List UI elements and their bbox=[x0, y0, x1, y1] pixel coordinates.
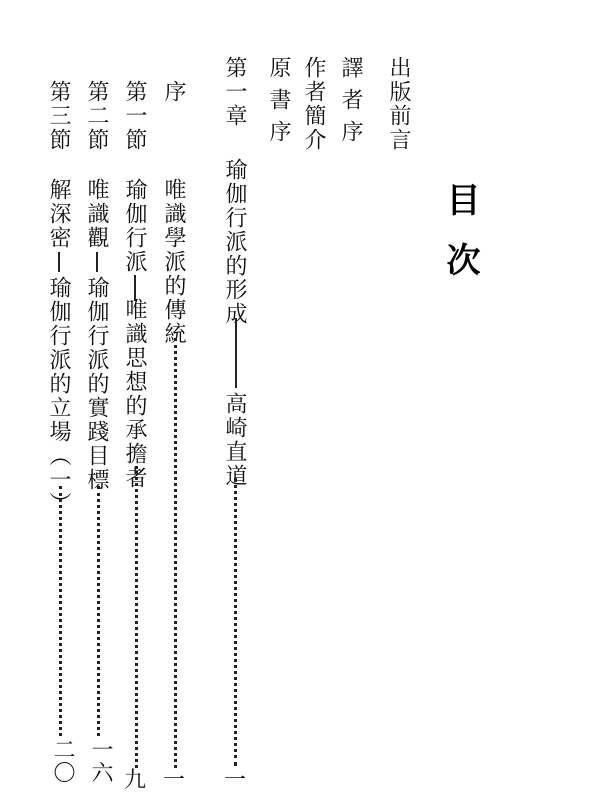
section3-title-b[interactable]: 瑜伽行派的立場（一） bbox=[46, 276, 71, 516]
toc-title: 目次 bbox=[440, 182, 480, 302]
toc-item-author-intro[interactable]: 作者簡介 bbox=[301, 56, 326, 152]
section1-label: 第一節 bbox=[122, 80, 147, 152]
preface-leader-dots bbox=[174, 338, 177, 768]
section2-dash bbox=[96, 252, 98, 272]
section3-page: 二〇 bbox=[50, 738, 75, 784]
section3-label: 第三節 bbox=[46, 80, 71, 152]
section3-dash bbox=[58, 252, 60, 272]
chapter1-author: 高崎直道 bbox=[222, 392, 247, 488]
chapter1-title[interactable]: 瑜伽行派的形成 bbox=[222, 158, 247, 326]
toc-item-original-preface[interactable]: 原書序 bbox=[266, 56, 291, 152]
section1-title-b[interactable]: 唯識思想的承擔者 bbox=[122, 298, 147, 490]
section3-leader-dots bbox=[59, 486, 62, 736]
preface-title[interactable]: 唯識學派的傳統 bbox=[161, 178, 186, 346]
section2-title-b[interactable]: 瑜伽行派的實踐目標 bbox=[84, 276, 109, 492]
section2-label: 第二節 bbox=[84, 80, 109, 152]
chapter1-dash bbox=[235, 318, 237, 388]
chapter1-leader-dots bbox=[234, 478, 237, 766]
section1-title-a[interactable]: 瑜伽行派 bbox=[122, 178, 147, 274]
preface-page: 一 bbox=[162, 768, 185, 793]
chapter1-page: 一 bbox=[223, 768, 246, 793]
section2-leader-dots bbox=[97, 486, 100, 736]
toc-item-translator-preface[interactable]: 譯者序 bbox=[338, 56, 363, 152]
preface-label: 序 bbox=[161, 80, 186, 104]
section1-leader-dots bbox=[135, 466, 138, 768]
toc-item-publisher-preface[interactable]: 出版前言 bbox=[386, 56, 411, 152]
chapter1-label: 第一章 bbox=[222, 56, 247, 128]
section2-title-a[interactable]: 唯識觀 bbox=[84, 178, 109, 250]
section1-page: 九 bbox=[123, 768, 146, 793]
section2-page: 一六 bbox=[88, 738, 113, 784]
section3-title-a[interactable]: 解深密 bbox=[46, 178, 71, 250]
